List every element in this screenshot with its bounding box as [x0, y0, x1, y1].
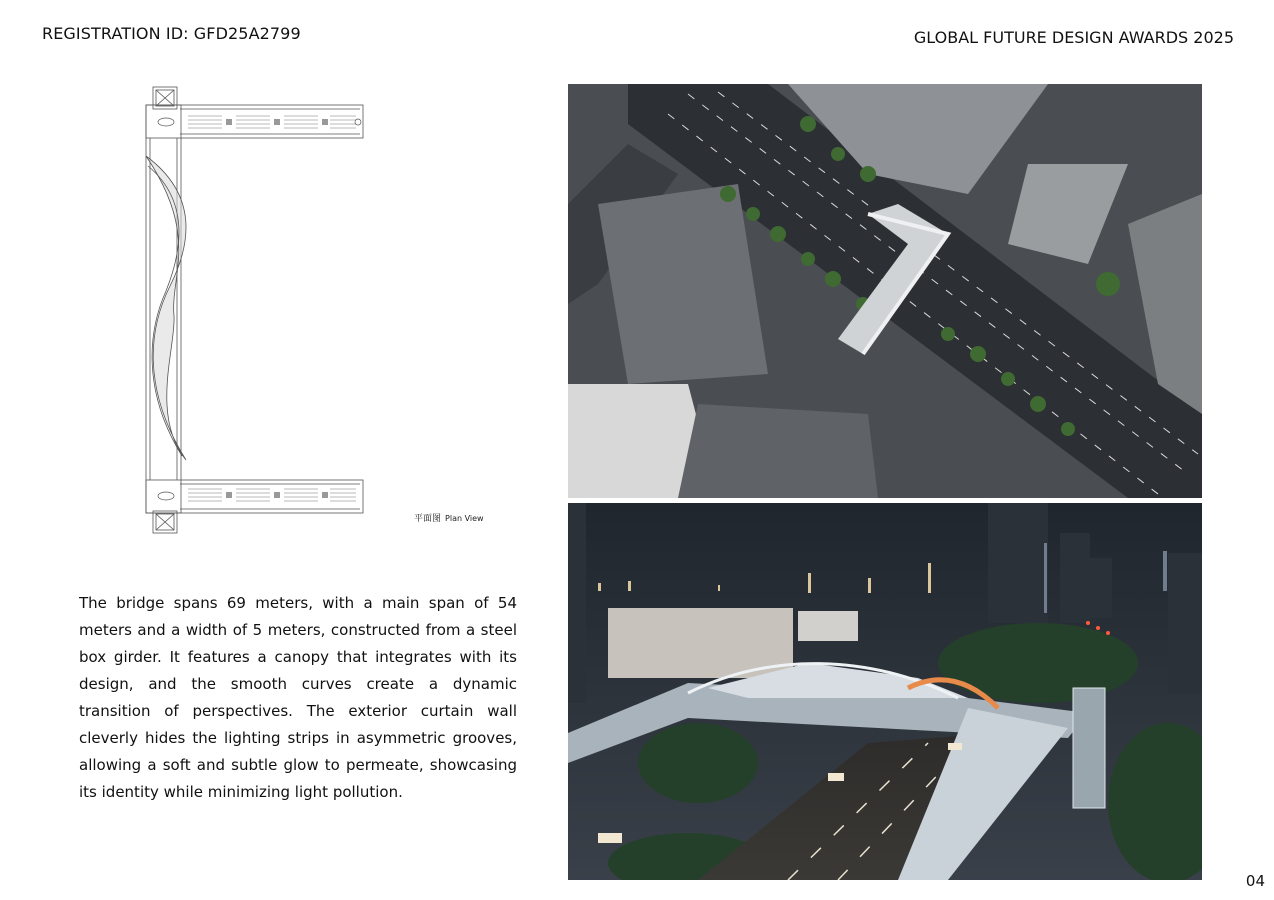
plan-caption	[414, 511, 484, 524]
project-description: The bridge spans 69 meters, with a main span of 54 meters and a width of 5 meters, constructed from a steel box girder. It features a canopy that integrates with its design, and the smooth curves create a dynamic transition of perspectives. The exterior curtain wall cleverly hides the lighting strips in asymmetric grooves, allowing a soft and subtle glow to permeate, showcasing its identity while minimizing light pollution.	[79, 594, 517, 801]
plan-view-drawing	[130, 86, 490, 538]
night-photo	[568, 503, 1202, 880]
registration-id: REGISTRATION ID: GFD25A2799	[42, 24, 301, 43]
plan-caption-en: Plan View	[445, 514, 484, 523]
aerial-photo	[568, 84, 1202, 498]
award-title: GLOBAL FUTURE DESIGN AWARDS 2025	[913, 28, 1234, 47]
page-number: 04	[1245, 872, 1265, 890]
plan-caption-cn: 平面图	[414, 514, 442, 524]
